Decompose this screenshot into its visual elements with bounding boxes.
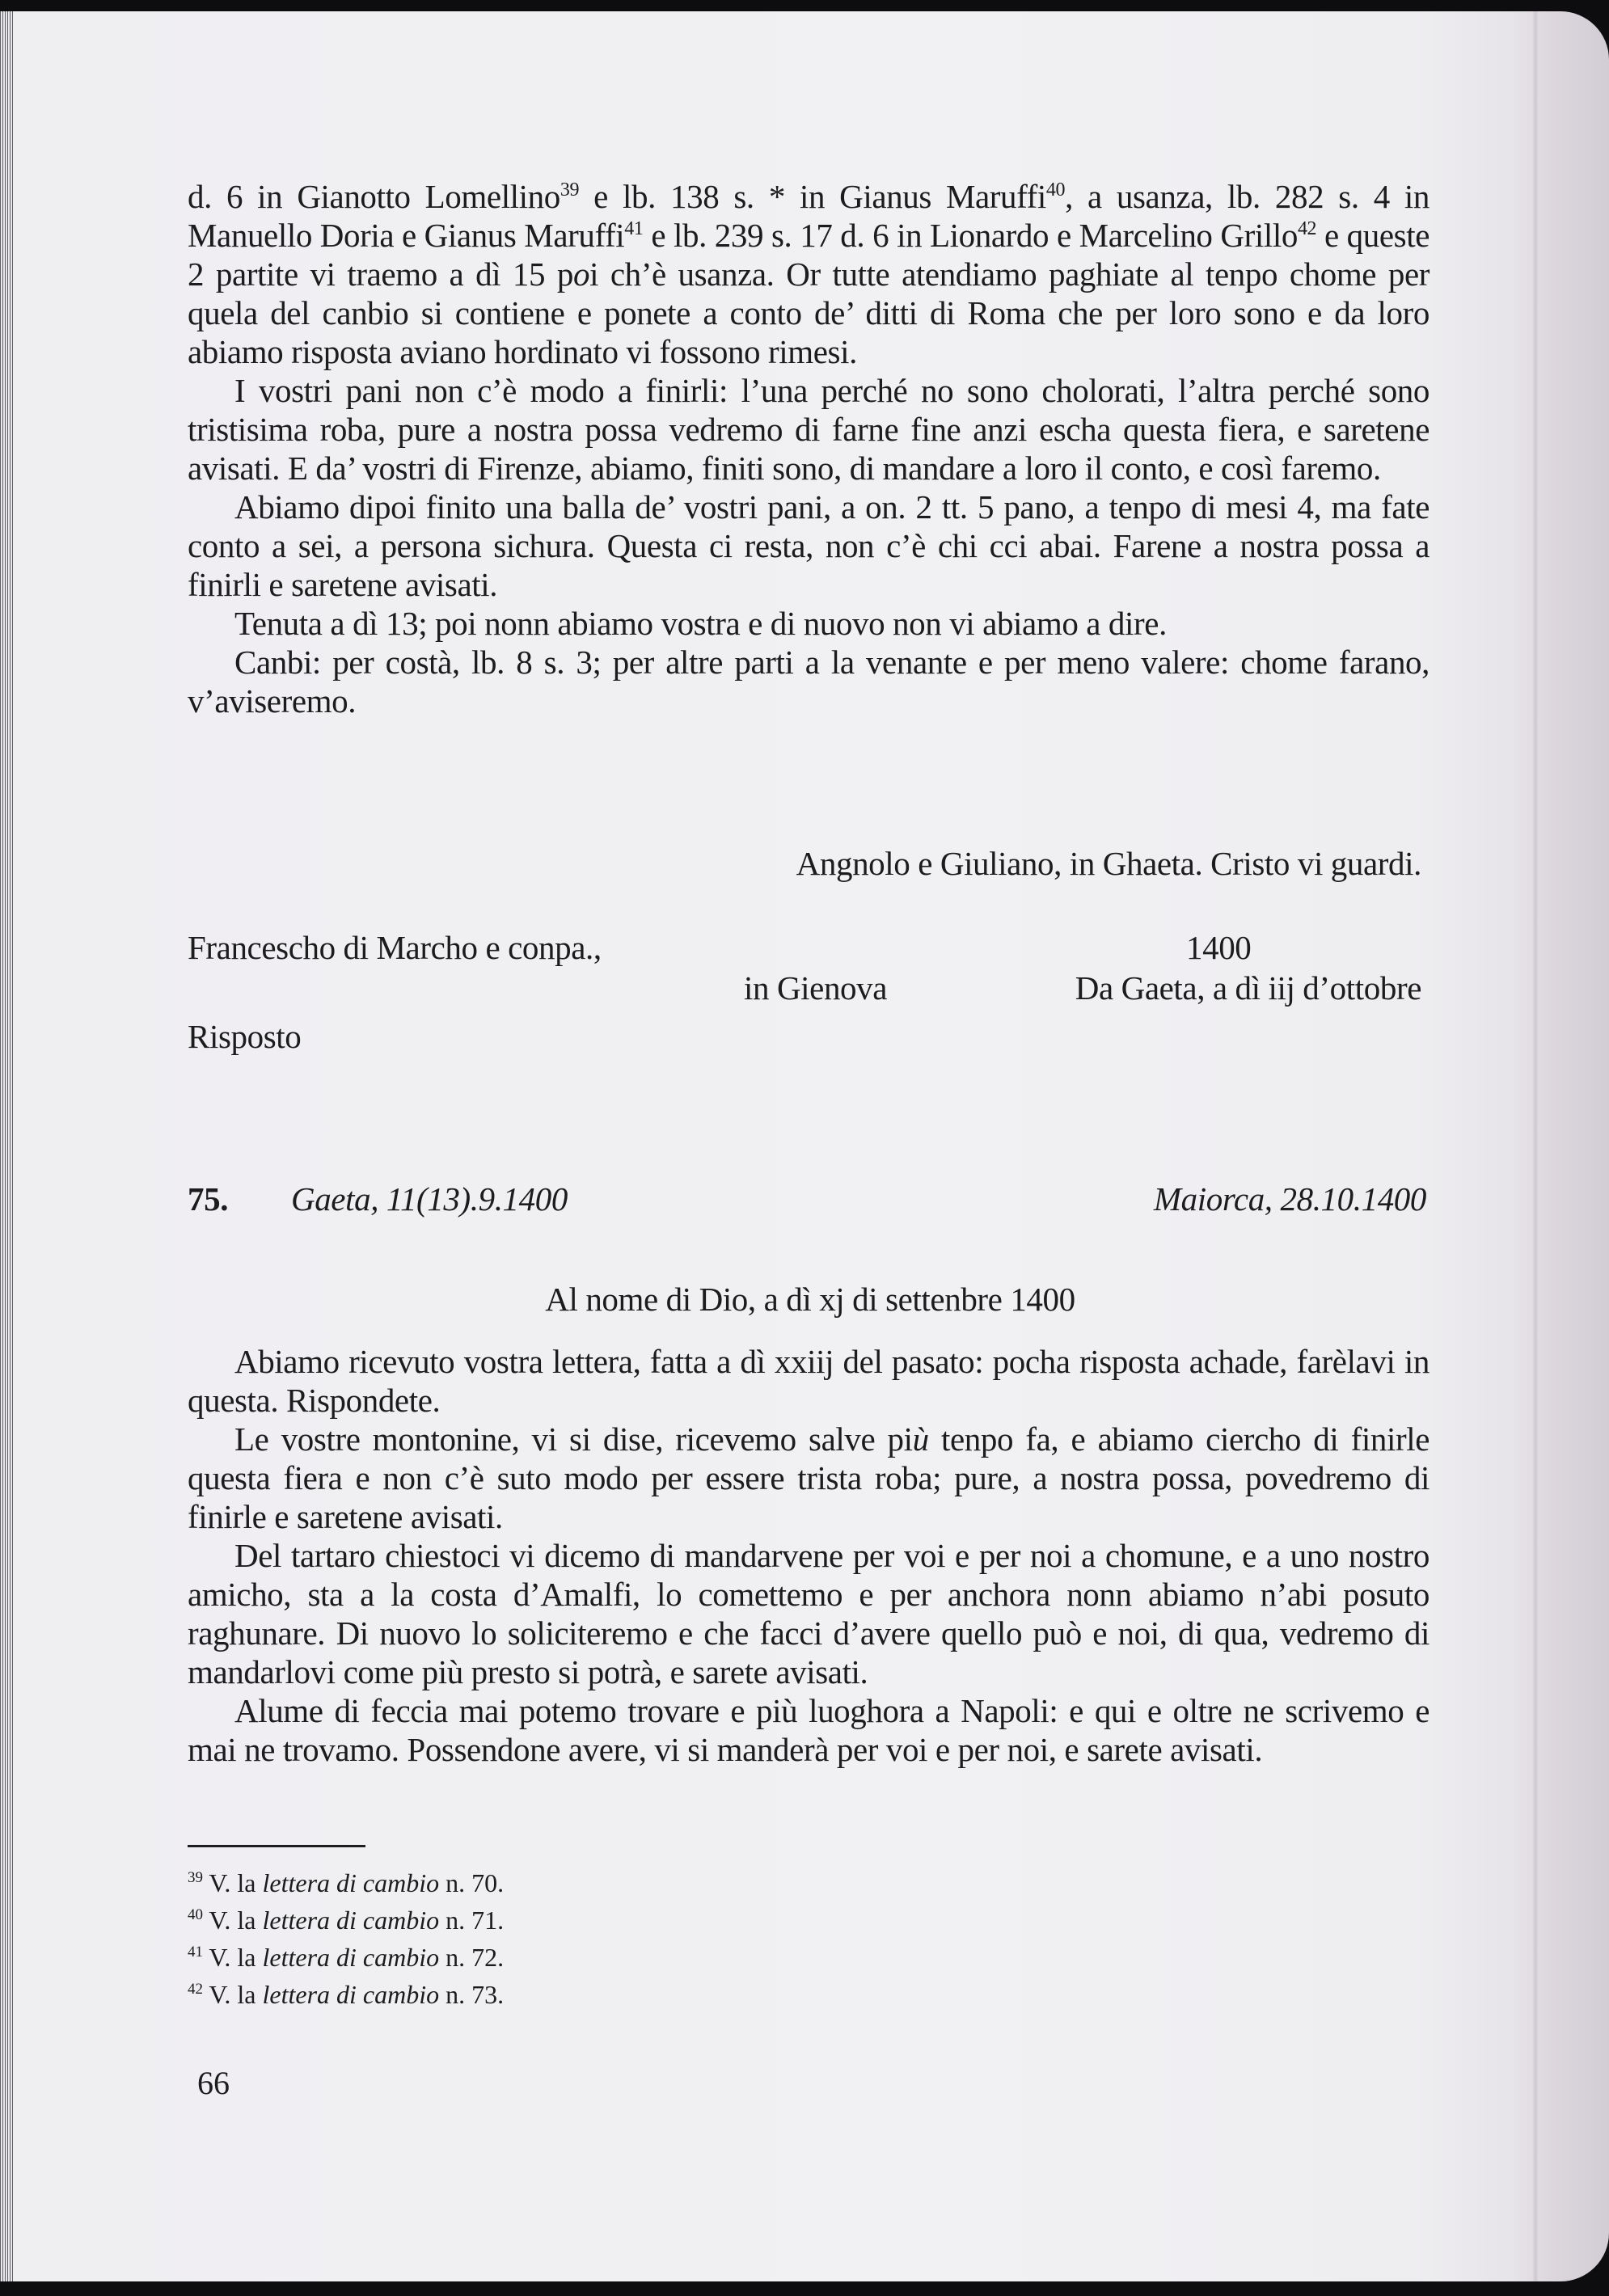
paragraph [188,1691,1430,1769]
letter-75-body [188,1342,1430,1769]
letter-number: 75. [188,1180,229,1218]
page-edges [0,11,13,2281]
text-run: i ch’è usanza. Or tutte atendiamo paghiate al tenpo chome per quela del canbio si contiene e ponete a conto de’ ditti di Roma che per loro sono e da loro abiamo risposta aviano hordinato vi fossono rimesi. [188,255,1430,370]
footnote-ref[interactable]: 42 [1297,218,1317,239]
text-run: Canbi: per costà, lb. 8 s. 3; per altre parti a la venante e per meno valere: chome farano, v’aviseremo. [188,644,1430,720]
footnote-suffix: n. 71. [439,1906,505,1935]
footnote-41 [188,1939,504,1976]
text-run: Abiamo dipoi finito una balla de’ vostri pani, a on. 2 tt. 5 pano, a tenpo di mesi 4, ma fate conto a sei, a persona sichura. Questa ci resta, non c’è chi cci abai. Farene a nostra possa a finirli e saretene avisati. [188,488,1430,603]
footnote-title: lettera di cambio [262,1906,440,1935]
address-place: in Gienova [744,969,888,1007]
text-run: d. 6 in Gianotto Lomellino [188,178,560,215]
paragraph [188,371,1430,487]
text-run: , a usanza, lb. 282 s. 4 in Manuello Doria e Gianus Maruffi [188,178,1430,254]
letter-origin: Gaeta, 11(13).9.1400 [291,1180,568,1218]
paragraph [188,1536,1430,1691]
footnote-title: lettera di cambio [262,1980,440,2009]
text-run: Tenuta a dì 13; poi nonn abiamo vostra e di nuovo non vi abiamo a dire. [234,605,1167,642]
footnote-39 [188,1865,504,1901]
paragraph [188,604,1430,643]
text-run: e lb. 239 s. 17 d. 6 in Lionardo e Marcelino Grillo [643,217,1298,254]
footnote-suffix: n. 72. [439,1943,505,1972]
invocation: Al nome di Dio, a dì xj di settenbre 1400 [545,1281,1075,1318]
address-recipient: Francescho di Marcho e conpa., [188,929,602,966]
text-run: Alume di feccia mai potemo trovare e più luoghora a Napoli: e qui e oltre ne scrivemo e mai ne trovamo. Possendone avere, vi si manderà per voi e per noi, e sarete avisati. [188,1692,1430,1768]
reply-note: Risposto [188,1018,302,1055]
footnote-number: 41 [188,1944,203,1960]
footnote-ref[interactable]: 40 [1045,179,1066,200]
paragraph [188,1342,1430,1420]
footnote-title: lettera di cambio [262,1943,440,1972]
footnote-suffix: n. 73. [439,1980,505,2009]
page-number: 66 [197,2065,230,2101]
footnote-40 [188,1902,504,1939]
footnote-title: lettera di cambio [262,1868,440,1897]
italic-text: o [572,255,590,293]
book-gutter [1532,11,1539,2281]
text-run: Le vostre montonine, vi si dise, ricevemo salve pi [234,1420,913,1458]
text-run: I vostri pani non c’è modo a finirli: l’una perché no sono cholorati, l’altra perché sono tristisima roba, pure a nostra possa vedremo di farne fine anzi escha questa fiera, e saretene avisati. E da’ vostri di Firenze, abiamo, finiti sono, di mandare a loro il conto, e così faremo. [188,372,1430,487]
footnote-prefix: V. la [203,1868,263,1897]
footnote-suffix: n. 70. [439,1868,505,1897]
text-run: tenpo fa, e abiamo ciercho di finirle questa fiera e non c’è suto modo per essere trista roba; pure, a nostra possa, povedremo di finirle e saretene avisati. [188,1420,1430,1535]
footnote-42 [188,1977,504,2013]
footnote-prefix: V. la [203,1980,263,2009]
footnote-ref[interactable]: 41 [624,218,644,239]
signature: Angnolo e Giuliano, in Ghaeta. Cristo vi guardi. [796,845,1421,882]
footnote-number: 40 [188,1906,203,1923]
continued-letter-body [188,177,1430,720]
letter-destination: Maiorca, 28.10.1400 [1153,1180,1426,1218]
footnote-prefix: V. la [203,1943,263,1972]
italic-text: ù [912,1420,929,1458]
text-run: Del tartaro chiestoci vi dicemo di mandarvene per voi e per noi a chomune, e a uno nostro amicho, sta a la costa d’Amalfi, lo comettemo e per anchora nonn abiamo n’abi posuto raghunare. Di nuovo lo soliciteremo e che facci d’avere quello può e noi, di qua, vedremo di mandarlovi come più presto si potrà, e sarete avisati. [188,1537,1430,1690]
footnote-separator [188,1845,365,1847]
letter-year: 1400 [1186,929,1252,966]
footnote-ref[interactable]: 39 [560,179,580,200]
paragraph [188,1420,1430,1536]
text-run: e queste 2 partite vi traemo a dì 15 p [188,217,1430,293]
paragraph [188,487,1430,604]
footnote-number: 39 [188,1869,203,1886]
footnote-number: 42 [188,1981,203,1998]
footnote-prefix: V. la [203,1906,263,1935]
text-run: Abiamo ricevuto vostra lettera, fatta a dì xxiij del pasato: pocha risposta achade, farèlavi in questa. Rispondete. [188,1343,1430,1419]
paragraph [188,177,1430,371]
text-run: e lb. 138 s. * in Gianus Maruffi [579,178,1046,215]
date-line: Da Gaeta, a dì iij d’ottobre [1075,969,1421,1007]
paragraph [188,643,1430,720]
